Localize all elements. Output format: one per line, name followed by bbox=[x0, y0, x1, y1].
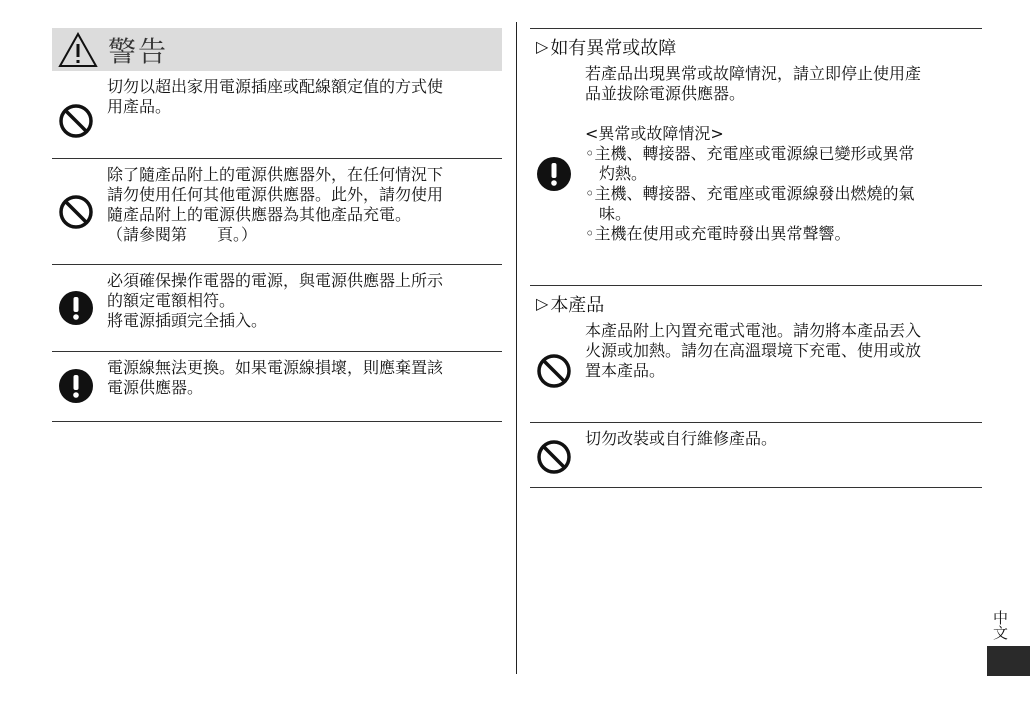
mandatory-icon bbox=[58, 290, 94, 330]
product-item-text: 本產品附上內置充電式電池。請勿將本產品丟入 火源或加熱。請勿在高溫環境下充電、使用或放 置本產品。 bbox=[585, 321, 922, 380]
triangle-bullet-icon: ▷ bbox=[536, 294, 549, 313]
language-tab-marker bbox=[987, 646, 1030, 676]
page-reference: （請參閱第 頁。） bbox=[107, 225, 258, 244]
warning-item-text: 必須確保操作電器的電源，與電源供應器上所示 的額定電額相符。 將電源插頭完全插入。 bbox=[107, 271, 444, 330]
warning-item-1 bbox=[52, 71, 502, 158]
warning-item-text: 電源線無法更換。如果電源線損壞，則應棄置該 電源供應器。 bbox=[107, 358, 444, 397]
right-column bbox=[530, 28, 982, 488]
product-item-text: 切勿改裝或自行維修產品。 bbox=[585, 429, 778, 448]
warning-title: 警告 bbox=[108, 34, 169, 68]
warning-item-text: 切勿以超出家用電源插座或配線額定值的方式使 用產品。 bbox=[107, 77, 444, 116]
product-item-2 bbox=[530, 422, 982, 487]
warning-item-4 bbox=[52, 351, 502, 421]
warning-item-2 bbox=[52, 158, 502, 264]
prohibited-icon bbox=[536, 439, 572, 479]
warning-item-text: 除了隨產品附上的電源供應器外，在任何情況下 請勿使用任何其他電源供應器。此外，請勿使用 隨產品附上的電源供應器為其他產品充電。 （請參閱第 頁。） bbox=[107, 165, 444, 244]
mandatory-icon bbox=[536, 156, 572, 196]
list-item: ◦主機、轉接器、充電座或電源線發出燃燒的氣 味。 bbox=[585, 184, 915, 223]
triangle-bullet-icon: ▷ bbox=[536, 37, 549, 56]
prohibited-icon bbox=[58, 194, 94, 234]
list-item: ◦主機、轉接器、充電座或電源線已變形或異常 灼熱。 bbox=[585, 144, 915, 183]
language-tab-label: 中文 bbox=[991, 610, 1009, 640]
section-heading-abnormal: ▷ 如有異常或故障 bbox=[530, 28, 982, 64]
divider bbox=[52, 421, 502, 422]
mandatory-icon bbox=[58, 368, 94, 408]
prohibited-icon bbox=[58, 103, 94, 143]
warning-triangle-icon bbox=[58, 32, 98, 68]
divider bbox=[530, 487, 982, 488]
prohibited-icon bbox=[536, 353, 572, 393]
warning-column bbox=[52, 28, 502, 422]
warning-header bbox=[52, 28, 502, 71]
warning-item-3 bbox=[52, 264, 502, 351]
column-divider bbox=[516, 22, 517, 674]
list-item: ◦主機在使用或充電時發出異常聲響。 bbox=[585, 224, 851, 243]
product-item-1 bbox=[530, 321, 982, 422]
abnormal-list bbox=[585, 144, 914, 244]
abnormal-section-body bbox=[530, 64, 982, 285]
abnormal-list-title: <異常或故障情況> bbox=[585, 124, 724, 143]
abnormal-intro: 若產品出現異常或故障情況，請立即停止使用產 品並拔除電源供應器。 bbox=[585, 64, 922, 103]
section-heading-product: ▷ 本產品 bbox=[530, 285, 982, 321]
